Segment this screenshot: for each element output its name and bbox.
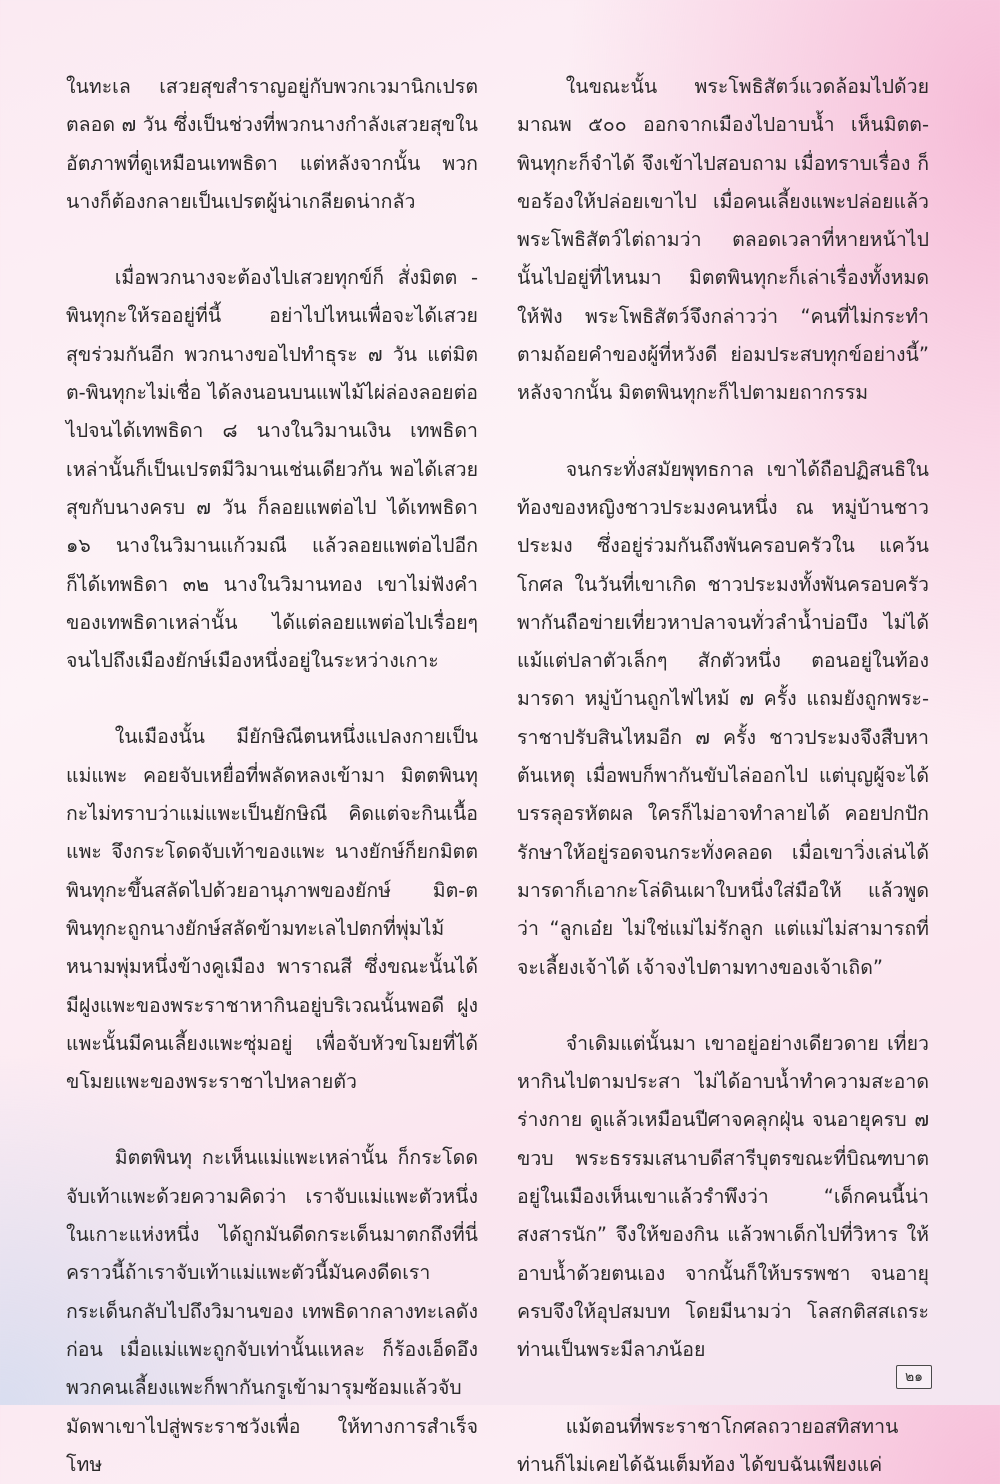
paragraph: มิตตพินทุ กะเห็นแม่แพะเหล่านั้น ก็กระโดดจับเท้าแพะด้วยความคิดว่า เราจับแม่แพะตัวหนึ่งในเกาะแห่งหนึ่ง ได้ถูกมันดีดกระเด็นมาตกถึงที่นี่ คราวนี้ถ้าเราจับเท้าแม่แพะตัวนี้มันคงดีดเรากระเด็นกลับไปถึงวิมานของ เทพธิดากลางทะเลดังก่อน เมื่อแม่แพะถูกจับเท่านั้นแหละ ก็ร้องเอ็ดอึงพวกคนเลี้ยงแพะก็พากันกรูเข้ามารุมซ้อมแล้วจับมัดพาเขาไปสู่พระราชวังเพื่อ ให้ทางการสำเร็จโทษ: [66, 1139, 478, 1484]
paragraph: จำเดิมแต่นั้นมา เขาอยู่อย่างเดียวดาย เที่ยวหากินไปตามประสา ไม่ได้อาบน้ำทำความสะอาดร่างกาย ดูแล้วเหมือนปีศาจคลุกฝุ่น จนอายุครบ ๗ ขวบ พระธรรมเสนาบดีสารีบุตรขณะที่บิณฑบาตอยู่ในเมืองเห็นเขาแล้วรำพึงว่า “เด็กคนนี้น่าสงสารนัก” จึงให้ของกิน แล้วพาเด็กไปที่วิหาร ให้อาบน้ำด้วยตนเอง จากนั้นก็ให้บรรพชา จนอายุครบจึงให้อุปสมบท โดยมีนามว่า โลสกติสสเถระ ท่านเป็นพระมีลาภน้อย: [517, 1025, 929, 1370]
right-column: [517, 68, 929, 1484]
left-column: [66, 68, 478, 1484]
paragraph: ในทะเล เสวยสุขสำราญอยู่กับพวกเวมานิกเปรต ตลอด ๗ วัน ซึ่งเป็นช่วงที่พวกนางกำลังเสวยสุขในอัตภาพที่ดูเหมือนเทพธิดา แต่หลังจากนั้น พวกนางก็ต้องกลายเป็นเปรตผู้น่าเกลียดน่ากลัว: [66, 68, 478, 221]
paragraph: จนกระทั่งสมัยพุทธกาล เขาได้ถือปฏิสนธิในท้องของหญิงชาวประมงคนหนึ่ง ณ หมู่บ้านชาวประมง ซึ่งอยู่ร่วมกันถึงพันครอบครัวใน แคว้นโกศล ในวันที่เขาเกิด ชาวประมงทั้งพันครอบครัวพากันถือข่ายเที่ยวหาปลาจนทั่วลำน้ำบ่อบึง ไม่ได้แม้แต่ปลาตัวเล็กๆ สักตัวหนึ่ง ตอนอยู่ในท้องมารดา หมู่บ้านถูกไฟไหม้ ๗ ครั้ง แถมยังถูกพระ-ราชาปรับสินไหมอีก ๗ ครั้ง ชาวประมงจึงสืบหาต้นเหตุ เมื่อพบก็พากันขับไล่ออกไป แต่บุญผู้จะได้บรรลุอรหัตผล ใครก็ไม่อาจทำลายได้ คอยปกปักรักษาให้อยู่รอดจนกระทั่งคลอด เมื่อเขาวิ่งเล่นได้มารดาก็เอากะโล่ดินเผาใบหนึ่งใส่มือให้ แล้วพูดว่า “ลูกเอ๋ย ไม่ใช่แม่ไม่รักลูก แต่แม่ไม่สามารถที่จะเลี้ยงเจ้าได้ เจ้าจงไปตามทางของเจ้าเถิด”: [517, 451, 929, 987]
paragraph: ในขณะนั้น พระโพธิสัตว์แวดล้อมไปด้วยมาณพ ๕๐๐ ออกจากเมืองไปอาบน้ำ เห็นมิตต-พินทุกะก็จำได้ จึงเข้าไปสอบถาม เมื่อทราบเรื่อง ก็ขอร้องให้ปล่อยเขาไป เมื่อคนเลี้ยงแพะปล่อยแล้ว พระโพธิสัตว์ไต่ถามว่า ตลอดเวลาที่หายหน้าไปนั้นไปอยู่ที่ไหนมา มิตตพินทุกะก็เล่าเรื่องทั้งหมดให้ฟัง พระโพธิสัตว์จึงกล่าวว่า “คนที่ไม่กระทำตามถ้อยคำของผู้ที่หวังดี ย่อมประสบทุกข์อย่างนี้” หลังจากนั้น มิตตพินทุกะก็ไปตามยถากรรม: [517, 68, 929, 413]
paragraph: ในเมืองนั้น มียักษิณีตนหนึ่งแปลงกายเป็นแม่แพะ คอยจับเหยื่อที่พลัดหลงเข้ามา มิตตพินทุกะไม่ทราบว่าแม่แพะเป็นยักษิณี คิดแต่จะกินเนื้อแพะ จึงกระโดดจับเท้าของแพะ นางยักษ์ก็ยกมิตตพินทุกะขึ้นสลัดไปด้วยอานุภาพของยักษ์ มิต-ตพินทุกะถูกนางยักษ์สลัดข้ามทะเลไปตกที่พุ่มไม้หนามพุ่มหนึ่งข้างคูเมือง พาราณสี ซึ่งขณะนั้นได้มีฝูงแพะของพระราชาหากินอยู่บริเวณนั้นพอดี ฝูงแพะนั้นมีคนเลี้ยงแพะซุ่มอยู่ เพื่อจับหัวขโมยที่ได้ขโมยแพะของพระราชาไปหลายตัว: [66, 718, 478, 1101]
paragraph: แม้ตอนที่พระราชาโกศลถวายอสทิสทาน ท่านก็ไม่เคยได้ฉันเต็มท้อง ได้ขบฉันเพียงแค่: [517, 1408, 929, 1484]
page-number: ๒๑: [896, 1365, 932, 1389]
paragraph: เมื่อพวกนางจะต้องไปเสวยทุกข์ก็ สั่งมิตต - พินทุกะให้รออยู่ที่นี้ อย่าไปไหนเพื่อจะได้เสวยสุขร่วมกันอีก พวกนางขอไปทำธุระ ๗ วัน แต่มิตต-พินทุกะไม่เชื่อ ได้ลงนอนบนแพไม้ไผ่ล่องลอยต่อไปจนได้เทพธิดา ๘ นางในวิมานเงิน เทพธิดาเหล่านั้นก็เป็นเปรตมีวิมานเช่นเดียวกัน พอได้เสวยสุขกับนางครบ ๗ วัน ก็ลอยแพต่อไป ได้เทพธิดา ๑๖ นางในวิมานแก้วมณี แล้วลอยแพต่อไปอีก ก็ได้เทพธิดา ๓๒ นางในวิมานทอง เขาไม่ฟังคำของเทพธิดาเหล่านั้น ได้แต่ลอยแพต่อไปเรื่อยๆ จนไปถึงเมืองยักษ์เมืองหนึ่งอยู่ในระหว่างเกาะ: [66, 259, 478, 680]
